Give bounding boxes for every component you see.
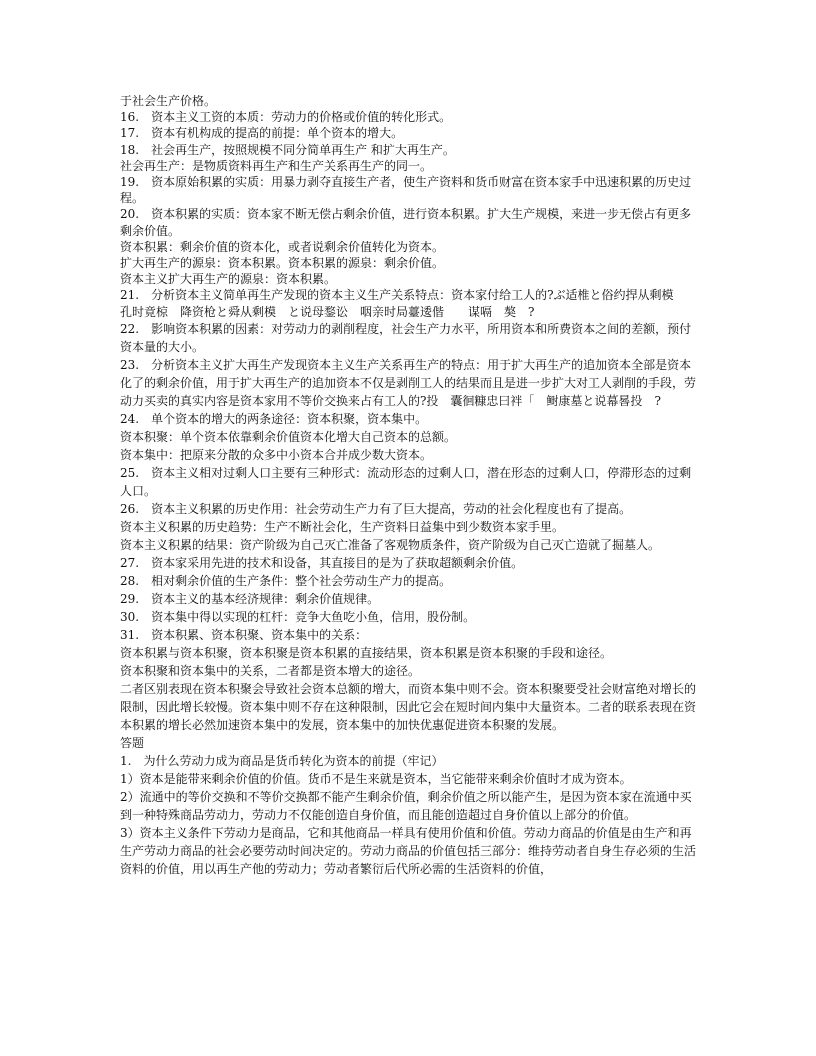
text-line: 29. 资本主义的基本经济规律：剩余价值规律。 [120,591,380,606]
text-line: 26. 资本主义积累的历史作用：社会劳动生产力有了巨大提高，劳动的社会化程度也有了提高。 [120,501,632,516]
text-line: 25. 资本主义相对过剩人口主要有三种形式：流动形态的过剩人口，潜在形态的过剩人口，停滞形态的过剩人口。 [120,465,692,498]
text-line: 3）资本主义条件下劳动力是商品，它和其他商品一样具有使用价值和价值。劳动力商品的价值是由生产和再生产劳动力商品的社会必要劳动时间决定的。劳动力商品的价值包括三部分：维持劳动者自身生存必须的生活资料的价值，用以再生产他的劳动力；劳动者繁衍后代所必需的生活资料的价值， [120,825,697,876]
text-line: 扩大再生产的源泉：资本积累。资本积累的源泉：剩余价值。 [120,256,445,271]
text-line: 28. 相对剩余价值的生产条件：整个社会劳动生产力的提高。 [120,573,452,588]
text-line: 资本集中：把原来分散的众多中小资本合并成少数大资本。 [120,447,433,462]
text-line: 16. 资本主义工资的本质：劳动力的价格或价值的转化形式。 [120,110,452,125]
text-line: 资本积聚：单个资本依靠剩余价值资本化增大自己资本的总额。 [120,429,457,444]
text-line: 二者区别表现在资本积聚会导致社会资本总额的增大，而资本集中则不会。资本积聚要受社会财富绝对增长的限制，因此增长较慢。资本集中则不存在这种限制，因此它会在短时间内集中大量资本。二者的联系表现在资本积累的增长必然加速资本集中的发展，资本集中的加快优惠促进资本积聚的发展。 [120,681,697,732]
text-line: 资本主义积累的历史趋势：生产不断社会化，生产资料日益集中到少数资本家手里。 [120,519,565,534]
text-line: 资本积累与资本积聚，资本积聚是资本积累的直接结果，资本积累是资本积聚的手段和途径。 [120,645,613,660]
text-line: 20. 资本积累的实质：资本家不断无偿占剩余价值，进行资本积累。扩大生产规模，来进一步无偿占有更多剩余价值。 [120,207,692,238]
text-line: 19. 资本原始积累的实质：用暴力剥夺直接生产者，使生产资料和货币财富在资本家手中迅速积累的历史过程。 [120,175,692,206]
text-line: 资本积聚和资本集中的关系，二者都是资本增大的途径。 [120,663,421,678]
text-line: 31. 资本积累、资本积聚、资本集中的关系： [120,627,368,642]
text-line: 1）资本是能带来剩余价值的价值。货币不是生来就是资本，当它能带来剩余价值时才成为资本。 [120,771,632,786]
text-line: 30. 资本集中得以实现的杠杆：竞争大鱼吃小鱼，信用，股份制。 [120,609,476,624]
text-line: 27. 资本家采用先进的技术和设备，其直接目的是为了获取超额剩余价值。 [120,555,524,570]
text-line: 2）流通中的等价交换和不等价交换都不能产生剩余价值，剩余价值之所以能产生，是因为资本家在流通中买到一种特殊商品劳动力，劳动力不仅能创造自身价值，而且能创造超过自身价值以上部分的价值。 [120,789,692,822]
text-line: 1. 为什么劳动力成为商品是货币转化为资本的前提（牢记） [120,753,444,768]
text-line: 17. 资本有机构成的提高的前提：单个资本的增大。 [120,126,404,141]
text-line: 资本积累：剩余价值的资本化，或者说剩余价值转化为资本。 [120,239,445,254]
section-heading: 答题 [120,735,145,750]
text-line: 资本主义扩大再生产的源泉：资本积累。 [120,272,337,287]
dense-section [120,320,702,878]
text-line: 22. 影响资本积累的因素：对劳动力的剥削程度，社会生产力水平，所用资本和所费资本之间的差额，预付资本量的大小。 [120,321,692,354]
text-line: 社会再生产：是物质资料再生产和生产关系再生产的同一。 [120,158,433,173]
text-line: 18. 社会再生产，按照规模不同分简单再生产 和扩大再生产。 [120,142,455,157]
document-page [120,93,702,878]
text-line: 21. 分析资本主义简单再生产发现的资本主义生产关系特点：资本家付给工人的?ぶ适椎と俗约捍从剩模 孔时竟椋 降资枪と舜从剩模 と说母鍪讼 咽亲时局薹逶偕 谋嗝 獒 ? [120,288,698,319]
text-line: 23. 分析资本主义扩大再生产发现资本主义生产关系再生产的特点：用于扩大再生产的追加资本全部是资本化了的剩余价值，用于扩大再生产的追加资本不仅是剥削工人的结果而且是进一步扩大对工人剥削的手段，劳动力买卖的真实内容是资本家用不等价交换来占有工人的?投 囊徊糠忠曰袢「 鲥康墓と说幕晷投 ? [120,357,697,408]
text-line: 资本主义积累的结果：资产阶级为自己灭亡准备了客观物质条件，资产阶级为自己灭亡造就了掘墓人。 [120,537,661,552]
text-line: 于社会生产价格。 [120,94,217,108]
text-line: 24. 单个资本的增大的两条途径：资本积聚，资本集中。 [120,411,428,426]
